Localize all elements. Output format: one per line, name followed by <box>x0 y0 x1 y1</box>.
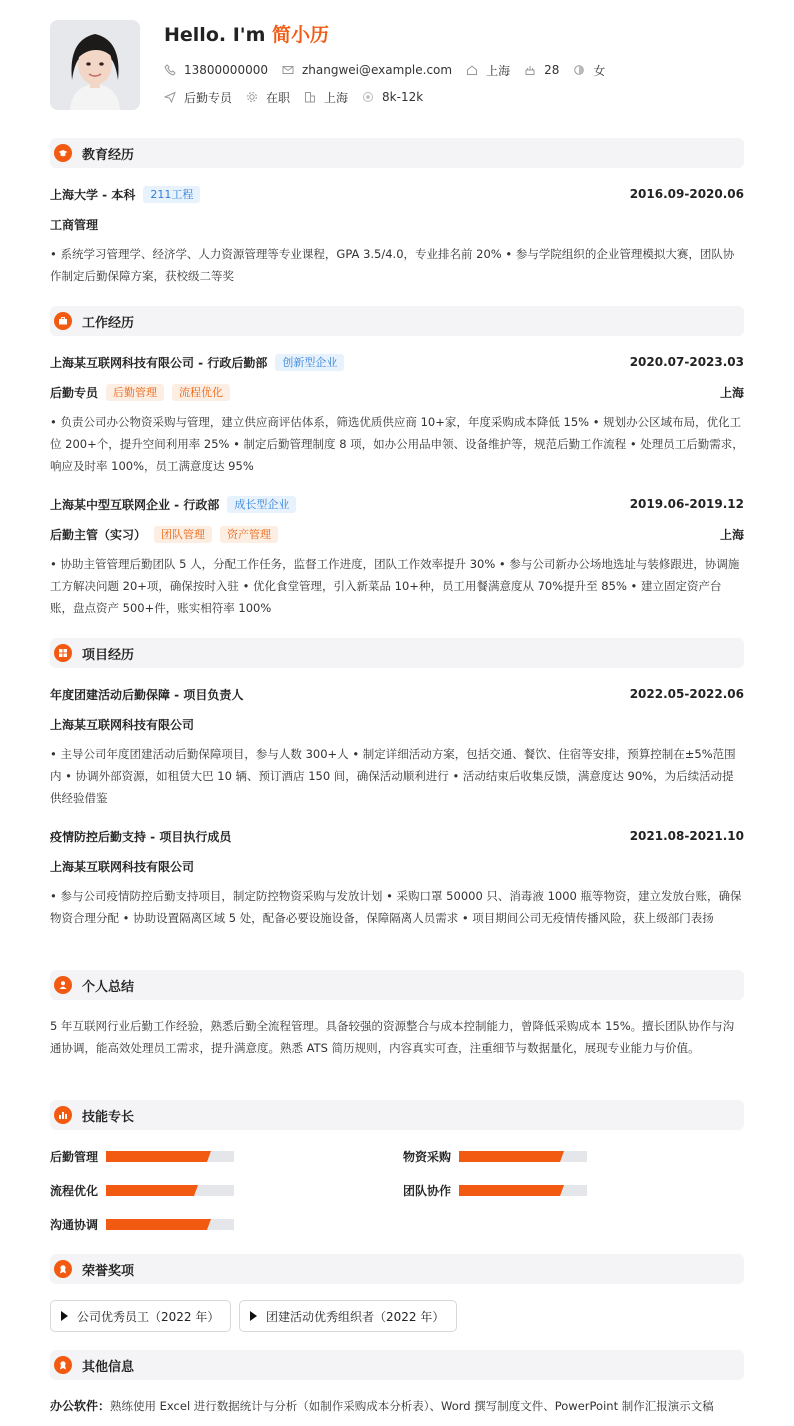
section-honors-header <box>50 1254 744 1284</box>
person-icon <box>54 976 72 994</box>
candidate-name: 简小历 <box>272 24 330 46</box>
age-value: 28 <box>544 63 560 77</box>
location-item <box>304 89 348 106</box>
work-role-row <box>50 383 744 401</box>
building-icon <box>304 91 316 103</box>
work-city: 上海 <box>719 527 744 542</box>
section-title: 荣誉奖项 <box>82 1263 135 1279</box>
job-role: 后勤主管（实习） <box>50 527 147 542</box>
work-period: 2019.06-2019.12 <box>629 497 744 511</box>
resume-header <box>50 20 744 112</box>
other-info-line <box>50 1395 744 1417</box>
major-row <box>50 215 744 233</box>
greeting-heading: Hello. I'm 简小历 <box>164 24 330 46</box>
project-entry-row <box>50 827 744 845</box>
honor-item <box>50 1300 231 1332</box>
section-title: 其他信息 <box>82 1359 135 1375</box>
job-info-row <box>164 88 437 106</box>
project-company-row <box>50 857 744 875</box>
education-description: • 系统学习管理学、经济学、人力资源管理等专业课程，GPA 3.5/4.0，专业排名前 20% • 参与学院组织的企业管理模拟大赛，团队协作制定后勤保障方案，获校级二等奖 <box>50 247 735 283</box>
section-skills-header <box>50 1100 744 1130</box>
send-icon <box>164 91 176 103</box>
company-tag: 成长型企业 <box>227 496 296 513</box>
skill-item <box>403 1181 587 1199</box>
section-education-header <box>50 138 744 168</box>
target-icon <box>362 91 374 103</box>
role-tag: 资产管理 <box>220 526 278 543</box>
section-summary-header <box>50 970 744 1000</box>
grid-icon <box>54 644 72 662</box>
status-item <box>246 89 290 106</box>
play-icon <box>61 1311 68 1321</box>
phone-item <box>164 63 268 77</box>
skill-level-fill <box>106 1219 206 1230</box>
gender-icon <box>573 64 585 76</box>
project-period: 2021.08-2021.10 <box>629 829 744 843</box>
other-info-label: 办公软件： <box>50 1399 111 1413</box>
gear-icon <box>246 91 258 103</box>
section-title: 工作经历 <box>82 315 135 331</box>
briefcase-icon <box>54 312 72 330</box>
company-name: 上海某中型互联网企业 - 行政部 <box>50 497 220 512</box>
role-tag: 后勤管理 <box>106 384 164 401</box>
work-role-row <box>50 525 744 543</box>
skill-level-fill <box>459 1151 559 1162</box>
project-description: • 参与公司疫情防控后勤支持项目，制定防控物资采购与发放计划 • 采购口罩 50000 只、消毒液 1000 瓶等物资，建立发放台账，确保物资合理分配 • 协助设置隔离区域 5 处，配备必要设施设备，保障隔离人员需求 • 项目期间公司无疫情传播风险，获上级部门表扬 <box>50 889 742 925</box>
project-period: 2022.05-2022.06 <box>629 687 744 701</box>
company-tag: 创新型企业 <box>275 354 344 371</box>
gender-value: 女 <box>593 63 606 78</box>
work-entry-row <box>50 495 744 513</box>
skill-name: 后勤管理 <box>50 1149 99 1164</box>
company-name: 上海某互联网科技有限公司 - 行政后勤部 <box>50 355 268 370</box>
project-company-row <box>50 715 744 733</box>
skill-item <box>50 1181 234 1199</box>
skill-item <box>50 1215 234 1233</box>
project-name: 年度团建活动后勤保障 - 项目负责人 <box>50 687 244 702</box>
skill-level-bar <box>459 1151 587 1162</box>
section-title: 教育经历 <box>82 147 135 163</box>
honor-text: 公司优秀员工（2022 年） <box>77 1309 220 1324</box>
contact-row <box>164 61 619 79</box>
cake-icon <box>524 64 536 76</box>
section-other-header <box>50 1350 744 1380</box>
age-item <box>524 63 559 77</box>
bar-chart-icon <box>54 1106 72 1124</box>
city-item <box>466 62 510 79</box>
phone-value: 13800000000 <box>184 63 268 77</box>
salary-item <box>362 90 423 104</box>
project-company: 上海某互联网科技有限公司 <box>50 717 195 732</box>
section-work-header <box>50 306 744 336</box>
section-projects-header <box>50 638 744 668</box>
salary-value: 8k-12k <box>382 90 424 104</box>
skill-level-bar <box>106 1219 234 1230</box>
education-entry-row <box>50 185 744 203</box>
work-description: • 协助主管管理后勤团队 5 人，分配工作任务，监督工作进度，团队工作效率提升 30% • 参与公司新办公场地选址与装修跟进，协调施工方解决问题 20+项，确保按时入驻 • 优化食堂管理，引入新菜品 10+种，员工用餐满意度从 70%提升至 85% • 建立固定资产台账，盘点资产 500+件，账实相符率 100% <box>50 557 740 615</box>
skill-level-bar <box>459 1185 587 1196</box>
skill-name: 沟通协调 <box>50 1217 99 1232</box>
skill-level-bar <box>106 1185 234 1196</box>
skill-level-fill <box>106 1151 206 1162</box>
work-entry-row <box>50 353 744 371</box>
work-description: • 负责公司办公物资采购与管理，建立供应商评估体系，筛选优质供应商 10+家，年度采购成本降低 15% • 规划办公区域布局，优化工位 200+个，提升空间利用率 25% • 制定后勤管理制度 8 项，如办公用品申领、设备维护等，规范后勤工作流程 • 处理员工后勤需求，响应及时率 100%，员工满意度达 95% <box>50 415 744 473</box>
school-name: 上海大学 - 本科 <box>50 187 136 202</box>
project-company: 上海某互联网科技有限公司 <box>50 859 195 874</box>
mail-icon <box>282 64 294 76</box>
play-icon <box>250 1311 257 1321</box>
status-value: 在职 <box>266 90 291 105</box>
role-tag: 团队管理 <box>154 526 212 543</box>
skill-level-fill <box>106 1185 193 1196</box>
summary-text: 5 年互联网行业后勤工作经验，熟悉后勤全流程管理。具备较强的资源整合与成本控制能力，曾降低采购成本 15%。擅长团队协作与沟通协调，能高效处理员工需求，提升满意度。熟悉 ATS 简历规则，内容真实可查，注重细节与数据量化，展现专业能力与价值。 <box>50 1019 735 1055</box>
location-value: 上海 <box>324 90 349 105</box>
skill-name: 流程优化 <box>50 1183 99 1198</box>
honor-text: 团建活动优秀组织者（2022 年） <box>266 1309 445 1324</box>
skill-level-bar <box>106 1151 234 1162</box>
project-description: • 主导公司年度团建活动后勤保障项目，参与人数 300+人 • 制定详细活动方案，包括交通、餐饮、住宿等安排，预算控制在±5%范围内 • 协调外部资源，如租赁大巴 10 辆、预订酒店 150 间，确保活动顺利进行 • 活动结束后收集反馈，满意度达 90%，为后续活动提供经验借鉴 <box>50 747 736 805</box>
home-icon <box>466 64 478 76</box>
skill-level-fill <box>459 1185 559 1196</box>
email-value: zhangwei@example.com <box>301 63 453 77</box>
job-role: 后勤专员 <box>50 385 99 400</box>
other-info-text: 熟练使用 Excel 进行数据统计与分析（如制作采购成本分析表）、Word 撰写制度文件、PowerPoint 制作汇报演示文稿 <box>110 1399 714 1413</box>
project-name: 疫情防控后勤支持 - 项目执行成员 <box>50 829 232 844</box>
project-entry-row <box>50 685 744 703</box>
education-period: 2016.09-2020.06 <box>629 187 744 201</box>
position-value: 后勤专员 <box>184 90 233 105</box>
phone-icon <box>164 64 176 76</box>
section-title: 项目经历 <box>82 647 135 663</box>
skill-name: 团队协作 <box>403 1183 452 1198</box>
gender-item <box>573 62 605 79</box>
role-tag: 流程优化 <box>172 384 230 401</box>
skill-item <box>50 1147 234 1165</box>
section-title: 技能专长 <box>82 1109 135 1125</box>
email-item <box>282 63 452 77</box>
award-icon <box>54 1260 72 1278</box>
profile-photo <box>50 20 140 110</box>
major-name: 工商管理 <box>50 217 99 232</box>
school-tag: 211工程 <box>143 186 200 203</box>
award-icon <box>54 1356 72 1374</box>
work-period: 2020.07-2023.03 <box>629 355 744 369</box>
section-title: 个人总结 <box>82 979 135 995</box>
city-value: 上海 <box>486 63 511 78</box>
skill-name: 物资采购 <box>403 1149 452 1164</box>
graduation-cap-icon <box>54 144 72 162</box>
position-item <box>164 89 232 106</box>
honor-item <box>239 1300 457 1332</box>
work-city: 上海 <box>719 385 744 400</box>
skill-item <box>403 1147 587 1165</box>
